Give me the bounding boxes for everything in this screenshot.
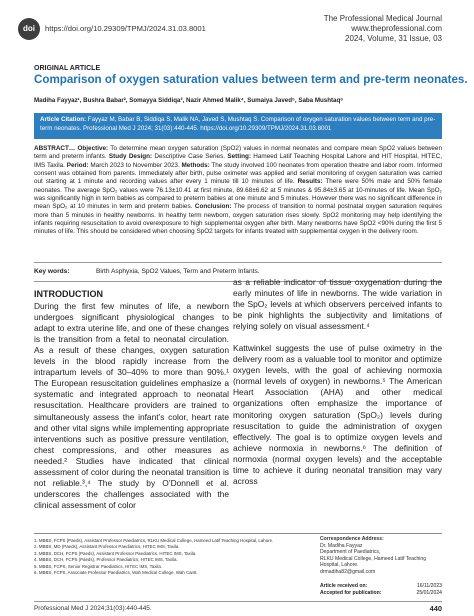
accepted-row	[320, 590, 442, 597]
correspondence-email[interactable]: drmadiha82@gmail.com	[320, 568, 376, 575]
abstract-results: There were 50% male and 50% female neonates. The average SpO₂ values were 76.13±10.41 at first minute, 89.68±6.62 at 5 minutes & 95.84±3.65 at 10-minutes of life. Mean SpO₂ was significantly high in term babies as compared to preterm babies at one minute and 5 minutes. However there was no significant difference in mean SpO₂ at 10 minutes in term and preterm babies.	[34, 178, 442, 211]
page-number: 440	[429, 604, 442, 613]
doi-link[interactable]: https://doi.org/10.29309/TPMJ/2024.31.03.8001	[45, 24, 206, 33]
keywords-label: Key words:	[34, 268, 70, 275]
introduction-heading: INTRODUCTION	[34, 289, 103, 299]
affiliation-item: 3. MBBS, DCH, FCPS (Paeds), Assistant Professor Paediatrics, HITEC IMS, Taxila.	[34, 550, 197, 556]
abstract-methods-label: Methods:	[181, 161, 210, 169]
abstract-setting-label: Setting:	[227, 153, 251, 161]
accepted-date: 25/01/2024	[416, 590, 442, 596]
affiliation-item: 1. MBBS, FCPS (Paeds), Assistant Professor Paediatrics, RLKU Medical College, Hameed Latif Teaching Hospital, Lahore.	[34, 538, 274, 543]
abstract-design: Descriptive Case Series.	[152, 153, 228, 161]
affiliation-item: 2. MBBS, MD (Paeds), Assistant Professor Paediatrics, HITEC IMS, Taxila.	[34, 544, 180, 550]
received-label: Article received on:	[320, 583, 368, 589]
received-row	[320, 583, 442, 590]
citation-label: Article Citation:	[40, 116, 87, 123]
body-column-left	[34, 289, 229, 511]
abstract-methods: The study involved 100 neonates from operation theatre and labor room. Informed consent was obtained from parents. Immediately after birth, pulse oximeter was applied and serial monitoring of oxygen saturation was carried out starting at 1 minute and recording values after every 1 minute till 10 minutes of life.	[34, 161, 442, 186]
correspondence-line: Hospital, Lahore.	[320, 562, 359, 569]
intro-paragraph-3: Kattwinkel suggests the use of pulse oximetry in the delivery room as a valuable tool to monitor and optimize oxygen levels, with the goal of achieving normoxia (normal levels of oxygen) in newborns.⁵ The American Heart Association (AHA) and other medical organizations often emphasize the importance of monitoring oxygen saturation (SpO₂) levels during resuscitation to guide the administration of oxygen effectively. The goal is to optimize oxygen levels and achieve normoxia in newborns.⁶ The definition of normoxia (normal oxygen levels) and the acceptable time to achieve it during neonatal transition may vary across	[233, 343, 442, 486]
footnote-divider	[34, 533, 442, 534]
abstract	[34, 145, 442, 237]
keywords-text: Birth Asphyxia, SpO2 Values, Term and Preterm Infants.	[96, 268, 260, 275]
footer-citation: Professional Med J 2024;31(03):440-445.	[34, 605, 152, 612]
abstract-conclusion-label: Conclusion:	[194, 203, 232, 211]
abstract-setting: Hameed Latif Teaching Hospital Lahore and HIT Hospital, HITEC, IMS Taxila.	[34, 153, 442, 169]
article-type: ORIGINAL ARTICLE	[34, 65, 101, 72]
accepted-label: Accepted for publication:	[320, 590, 382, 596]
correspondence-address	[320, 536, 442, 575]
abstract-conclusion: The process of transition to normal postnatal oxygen saturation requires more than 5 minutes in healthy newborns. In healthy term newborn, oxygen saturation rises slowly. SpO2 monitoring may help identifying the infants requiring resuscitation to avoid overexposure to high supplemental oxygen after birth. Many newborns have SpO2 <90% during the first 5 minutes of life. This should be considered when choosing SpO2 targets for infants treated with supplemental oxygen in the delivery room.	[34, 203, 442, 236]
journal-issue: 2024, Volume, 31 Issue, 03	[345, 34, 442, 43]
affiliation-item: 5. MBBS, FCPS, Senior Registrar Paediatrics, HITEC IMS, Taxila.	[34, 563, 163, 569]
abstract-results-label: Results:	[297, 178, 323, 186]
correspondence-line: Department of Paediatrics,	[320, 549, 381, 556]
journal-name: The Professional Medical Journal	[323, 14, 442, 23]
journal-url[interactable]: www.theprofessional.com	[351, 24, 442, 33]
affiliation-item: 6. MBBS, FCPS, Associate Professor Paediatrics, Wah Medical College, Wah Cantt.	[34, 570, 198, 576]
abstract-design-label: Study Design:	[108, 153, 153, 161]
author-affiliations	[34, 538, 294, 576]
author-list: Madiha Fayyaz¹, Bushra Babar², Somayya Siddiqa³, Nazir Ahmed Malik⁴, Sumaiya Javed⁵, Saba Mushtaq⁶	[34, 97, 344, 104]
correspondence-heading: Correspondence Address:	[320, 536, 384, 542]
abstract-divider	[34, 262, 442, 263]
citation-box	[34, 113, 442, 139]
abstract-objective-label: ABSTRACT… Objective:	[34, 145, 109, 152]
citation-text: Fayyaz M, Babar B, Siddiqa S, Malik NA, Javed S, Mushtaq S. Comparison of oxygen saturation values between term and pre-term neonates. Professional Med J 2024; 31(03):440-445. https://doi.org/10.29309/TPMJ/2024.31.03.8001	[40, 116, 436, 132]
affiliation-item: 4. MBBS, DCH, FCPS (Paeds), Professor Paediatrics, HITEC IMS, Taxila.	[34, 557, 178, 563]
abstract-period: March 2023 to November 2023.	[88, 161, 182, 169]
article-dates	[320, 583, 442, 597]
keywords	[34, 268, 260, 275]
abstract-objective: To determine mean oxygen saturation (SpO2) values in normal neonates and compare mean SpO2 values between term and preterm infants.	[34, 145, 442, 161]
doi-logo: doi	[18, 18, 40, 40]
intro-paragraph-2: as a reliable indicator of tissue oxygenation during the early minutes of life in newborns. The wide variation in the SpO₂ levels at which observers perceived infants to be pink highlights the subjectivity and limitations of relying solely on visual assessment.⁴	[233, 277, 442, 332]
journal-info	[324, 14, 442, 44]
abstract-period-label: Period:	[66, 161, 89, 169]
correspondence-line: RLKU Medical College, Hameed Latif Teaching	[320, 555, 427, 562]
received-date: 16/11/2023	[416, 583, 442, 589]
article-title: Comparison of oxygen saturation values between term and pre-term neonates.	[34, 73, 468, 86]
intro-paragraph-1: During the first few minutes of life, a newborn undergoes significant physiological changes to adapt to extra uterine life, and one of these changes is the transition from a fetal to neonatal circulation. As a result of these changes, oxygen saturation levels in the blood rapidly increase from the intrapartum levels of 30–40% to more than 90%.¹ The European resuscitation guidelines emphasize a systematic and integrated approach to neonatal resuscitation. Healthcare providers are trained to simultaneously assess the infant’s color, heart rate and other vital signs while implementing appropriate interventions such as positive pressure ventilation, chest compressions, and other measures as needed.² Studies have indicated that clinical assessment of color during the neonatal transition is not reliable.³,⁴ The study by O’Donnell et al. underscores the challenges associated with the clinical assessment of color	[34, 301, 229, 510]
correspondence-line: Dr. Madiha Fayyaz	[320, 542, 363, 549]
body-column-right	[233, 277, 442, 487]
